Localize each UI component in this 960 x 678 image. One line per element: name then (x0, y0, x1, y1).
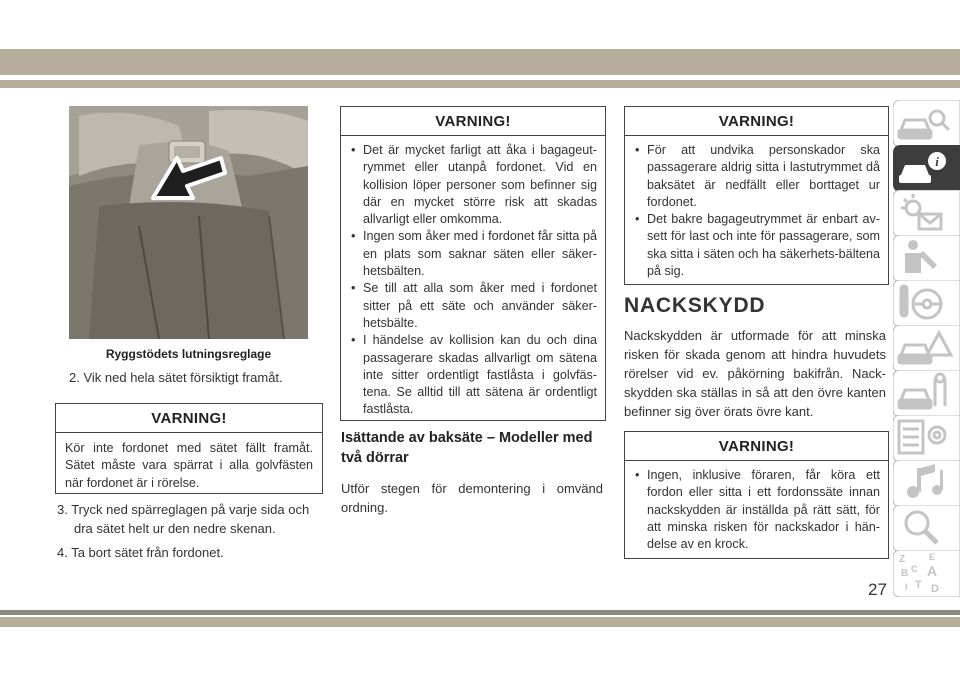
warning-title: VARNING! (56, 404, 322, 433)
warning-box-cargo-riding (340, 106, 606, 421)
warning-item: • För att undvika personskador ska passagerare aldrig sitta i lastutrymmet då baksätet är nedfällt eller borttaget ur fordonet. (635, 142, 880, 211)
step-3: 3. Tryck ned spärreglagen på varje sida och dra sätet helt ur den nedre skenan. (57, 502, 310, 536)
nackskydd-paragraph: Nackskydden är utformade för att minska risken för skada genom att hindra huvudets rörelser vid ev. påkörning bakifrån. Nack-skydden ska ställas in så att den övre kanten befinner sig över örats övre kant. (624, 328, 886, 419)
tab-alphabet-index[interactable] (893, 550, 960, 597)
tab-seatbelt-airbag[interactable] (893, 235, 960, 282)
step-2: 2. Vik ned hela sätet försiktigt framåt. (69, 370, 283, 385)
warning-item: • Ingen som åker med i fordonet får sitta på en plats som saknar säten eller säker-hetsbälten. (351, 228, 597, 280)
tab-index-search[interactable] (893, 505, 960, 552)
alphabet-letter: T (915, 579, 922, 591)
warning-item: • Ingen, inklusive föraren, får köra ett fordon eller sitta i ett fordonssäte innan nackskydden är inställda på rätt sätt, för att minska risken för nackskador i hän-delse av en krock. (635, 467, 880, 553)
warning-box-headrest (624, 431, 889, 559)
warning-title: VARNING! (625, 432, 888, 461)
tab-multimedia-music[interactable] (893, 460, 960, 507)
svg-text:i: i (935, 154, 939, 169)
header-band (0, 49, 960, 75)
tab-car-info[interactable] (893, 145, 960, 192)
seat-recline-lever-photo (69, 106, 308, 339)
warning-item: • Se till att alla som åker med i fordonet sitter på ett säte och använder säker-hetsbälte. (351, 280, 597, 332)
tab-warning-triangle-car[interactable] (893, 325, 960, 372)
alphabet-letter: E (929, 552, 936, 562)
tab-car-magnifier[interactable] (893, 100, 960, 147)
warning-text: Kör inte fordonet med sätet fällt framåt. Sätet måste vara spärrat i alla golvfästen när fordonet är i rörelse. (65, 441, 313, 490)
step-4: 4. Ta bort sätet från fordonet. (57, 545, 224, 560)
warning-item: • Det bakre bagageutrymmet är enbart av-sett för last och inte för passagerare, som ska sitta i säten och ha säkerhets-bältena på sig. (635, 211, 880, 280)
warning-item: • Det är mycket farligt att åka i bagageut-rymmet eller utanpå fordonet. Vid en kollision löper personer som befinner sig där en mycket större risk att skadas allvarligt eller omkomma. (351, 142, 597, 228)
page-number: 27 (868, 580, 887, 599)
tab-warning-light-message[interactable] (893, 190, 960, 237)
alphabet-letter: B (901, 568, 909, 579)
tab-steering-wheel[interactable] (893, 280, 960, 327)
warning-title: VARNING! (625, 107, 888, 136)
footer-band (0, 617, 960, 627)
section-heading-nackskydd: NACKSKYDD (624, 294, 766, 317)
alphabet-letter: Z (899, 554, 906, 565)
warning-box-cargo-passengers (624, 106, 889, 285)
footer-band-dark (0, 610, 960, 615)
warning-title: VARNING! (341, 107, 605, 136)
tab-specifications-gear[interactable] (893, 415, 960, 462)
alphabet-letter: D (931, 583, 939, 595)
warning-box-seat-locked (55, 403, 323, 494)
alphabet-letter: A (927, 563, 938, 579)
alphabet-letter: I (905, 582, 908, 592)
photo-caption: Ryggstödets lutningsreglage (105, 347, 272, 361)
warning-item: • I händelse av kollision kan du och dina passagerare skadas allvarligt om sätena inte sitter ordentligt fastlåsta i golvfäs-tena. Se alltid till att sätena är ordentligt fastlåsta. (351, 332, 597, 418)
section-subheading: Isättande av baksäte – Modeller med två dörrar (341, 430, 593, 466)
tab-car-wrench[interactable] (893, 370, 960, 417)
alphabet-letter: C (911, 564, 918, 574)
section-paragraph: Utför stegen för demontering i omvänd ordning. (341, 481, 603, 515)
header-band-thin (0, 80, 960, 88)
